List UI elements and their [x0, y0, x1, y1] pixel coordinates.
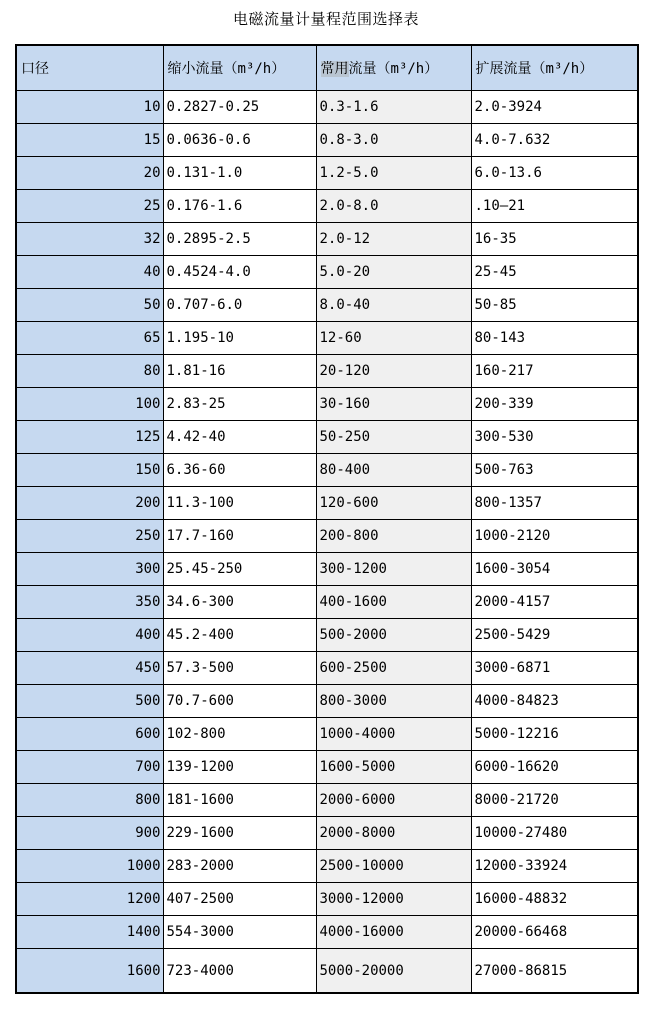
- common_flow-cell: 2.0-8.0: [316, 190, 471, 223]
- extended_flow-cell: 800-1357: [471, 487, 638, 520]
- reduced_flow-cell: 0.131-1.0: [163, 157, 316, 190]
- table-row: [16, 718, 638, 751]
- reduced_flow-cell: 2.83-25: [163, 388, 316, 421]
- extended_flow-cell: 8000-21720: [471, 784, 638, 817]
- reduced_flow-cell: 0.2895-2.5: [163, 223, 316, 256]
- header-highlight: 常用: [320, 61, 349, 77]
- diameter-cell: 1400: [16, 916, 163, 949]
- diameter-cell: 500: [16, 685, 163, 718]
- extended_flow-cell: 4.0-7.632: [471, 124, 638, 157]
- reduced_flow-cell: 407-2500: [163, 883, 316, 916]
- extended_flow-cell: 4000-84823: [471, 685, 638, 718]
- diameter-cell: 1200: [16, 883, 163, 916]
- reduced_flow-cell: 70.7-600: [163, 685, 316, 718]
- table-row: [16, 685, 638, 718]
- extended_flow-cell: 200-339: [471, 388, 638, 421]
- common_flow-cell: 3000-12000: [316, 883, 471, 916]
- diameter-cell: 40: [16, 256, 163, 289]
- common_flow-cell: 2500-10000: [316, 850, 471, 883]
- table-row: [16, 949, 638, 994]
- common_flow-cell: 200-800: [316, 520, 471, 553]
- reduced_flow-cell: 0.4524-4.0: [163, 256, 316, 289]
- diameter-cell: 900: [16, 817, 163, 850]
- table-row: [16, 256, 638, 289]
- common_flow-cell: 800-3000: [316, 685, 471, 718]
- table-row: [16, 487, 638, 520]
- table-row: [16, 751, 638, 784]
- extended_flow-cell: 160-217: [471, 355, 638, 388]
- table-row: [16, 322, 638, 355]
- diameter-cell: 10: [16, 91, 163, 124]
- reduced_flow-cell: 723-4000: [163, 949, 316, 994]
- diameter-cell: 100: [16, 388, 163, 421]
- table-header-row: [16, 45, 638, 91]
- common_flow-cell: 20-120: [316, 355, 471, 388]
- table-row: [16, 520, 638, 553]
- extended_flow-cell: 1000-2120: [471, 520, 638, 553]
- reduced_flow-cell: 229-1600: [163, 817, 316, 850]
- common_flow-cell: 30-160: [316, 388, 471, 421]
- reduced_flow-cell: 181-1600: [163, 784, 316, 817]
- diameter-cell: 1600: [16, 949, 163, 994]
- diameter-cell: 32: [16, 223, 163, 256]
- diameter-cell: 150: [16, 454, 163, 487]
- flowmeter-range-table: [15, 44, 639, 994]
- diameter-cell: 250: [16, 520, 163, 553]
- diameter-cell: 25: [16, 190, 163, 223]
- common_flow-cell: 4000-16000: [316, 916, 471, 949]
- extended_flow-cell: 16000-48832: [471, 883, 638, 916]
- reduced_flow-cell: 0.2827-0.25: [163, 91, 316, 124]
- common_flow-cell: 80-400: [316, 454, 471, 487]
- reduced_flow-cell: 57.3-500: [163, 652, 316, 685]
- extended_flow-cell: .10—21: [471, 190, 638, 223]
- extended_flow-cell: 2000-4157: [471, 586, 638, 619]
- extended_flow-cell: 12000-33924: [471, 850, 638, 883]
- reduced_flow-cell: 0.176-1.6: [163, 190, 316, 223]
- table-row: [16, 157, 638, 190]
- common_flow-cell: 120-600: [316, 487, 471, 520]
- reduced_flow-cell: 554-3000: [163, 916, 316, 949]
- common_flow-cell: 2000-8000: [316, 817, 471, 850]
- column-header-extended_flow: 扩展流量（m³/h）: [471, 45, 638, 91]
- table-row: [16, 388, 638, 421]
- extended_flow-cell: 2.0-3924: [471, 91, 638, 124]
- common_flow-cell: 8.0-40: [316, 289, 471, 322]
- table-row: [16, 124, 638, 157]
- extended_flow-cell: 3000-6871: [471, 652, 638, 685]
- common_flow-cell: 1600-5000: [316, 751, 471, 784]
- extended_flow-cell: 10000-27480: [471, 817, 638, 850]
- column-header-common_flow: 常用流量（m³/h）: [316, 45, 471, 91]
- reduced_flow-cell: 0.707-6.0: [163, 289, 316, 322]
- table-row: [16, 454, 638, 487]
- extended_flow-cell: 27000-86815: [471, 949, 638, 994]
- diameter-cell: 400: [16, 619, 163, 652]
- common_flow-cell: 1.2-5.0: [316, 157, 471, 190]
- common_flow-cell: 0.3-1.6: [316, 91, 471, 124]
- table-row: [16, 619, 638, 652]
- page-title: 电磁流量计量程范围选择表: [232, 10, 419, 28]
- reduced_flow-cell: 45.2-400: [163, 619, 316, 652]
- table-row: [16, 850, 638, 883]
- table-row: [16, 91, 638, 124]
- common_flow-cell: 5.0-20: [316, 256, 471, 289]
- extended_flow-cell: 300-530: [471, 421, 638, 454]
- extended_flow-cell: 500-763: [471, 454, 638, 487]
- common_flow-cell: 500-2000: [316, 619, 471, 652]
- diameter-cell: 50: [16, 289, 163, 322]
- diameter-cell: 450: [16, 652, 163, 685]
- reduced_flow-cell: 17.7-160: [163, 520, 316, 553]
- extended_flow-cell: 6.0-13.6: [471, 157, 638, 190]
- table-row: [16, 553, 638, 586]
- table-row: [16, 883, 638, 916]
- reduced_flow-cell: 11.3-100: [163, 487, 316, 520]
- reduced_flow-cell: 4.42-40: [163, 421, 316, 454]
- common_flow-cell: 600-2500: [316, 652, 471, 685]
- column-header-reduced_flow: 缩小流量（m³/h）: [163, 45, 316, 91]
- reduced_flow-cell: 1.81-16: [163, 355, 316, 388]
- reduced_flow-cell: 283-2000: [163, 850, 316, 883]
- diameter-cell: 80: [16, 355, 163, 388]
- common_flow-cell: 2000-6000: [316, 784, 471, 817]
- extended_flow-cell: 16-35: [471, 223, 638, 256]
- extended_flow-cell: 50-85: [471, 289, 638, 322]
- common_flow-cell: 400-1600: [316, 586, 471, 619]
- common_flow-cell: 2.0-12: [316, 223, 471, 256]
- common_flow-cell: 12-60: [316, 322, 471, 355]
- common_flow-cell: 50-250: [316, 421, 471, 454]
- common_flow-cell: 0.8-3.0: [316, 124, 471, 157]
- reduced_flow-cell: 6.36-60: [163, 454, 316, 487]
- table-row: [16, 355, 638, 388]
- reduced_flow-cell: 1.195-10: [163, 322, 316, 355]
- reduced_flow-cell: 102-800: [163, 718, 316, 751]
- diameter-cell: 125: [16, 421, 163, 454]
- extended_flow-cell: 6000-16620: [471, 751, 638, 784]
- diameter-cell: 300: [16, 553, 163, 586]
- reduced_flow-cell: 0.0636-0.6: [163, 124, 316, 157]
- column-header-diameter: 口径: [16, 45, 163, 91]
- extended_flow-cell: 20000-66468: [471, 916, 638, 949]
- extended_flow-cell: 2500-5429: [471, 619, 638, 652]
- extended_flow-cell: 5000-12216: [471, 718, 638, 751]
- extended_flow-cell: 80-143: [471, 322, 638, 355]
- diameter-cell: 200: [16, 487, 163, 520]
- table-row: [16, 652, 638, 685]
- reduced_flow-cell: 25.45-250: [163, 553, 316, 586]
- table-row: [16, 190, 638, 223]
- table-body: [16, 91, 638, 994]
- reduced_flow-cell: 139-1200: [163, 751, 316, 784]
- table-row: [16, 421, 638, 454]
- common_flow-cell: 300-1200: [316, 553, 471, 586]
- extended_flow-cell: 1600-3054: [471, 553, 638, 586]
- diameter-cell: 1000: [16, 850, 163, 883]
- diameter-cell: 65: [16, 322, 163, 355]
- table-header: [16, 45, 638, 91]
- table-row: [16, 586, 638, 619]
- common_flow-cell: 1000-4000: [316, 718, 471, 751]
- table-row: [16, 916, 638, 949]
- table-row: [16, 784, 638, 817]
- extended_flow-cell: 25-45: [471, 256, 638, 289]
- diameter-cell: 800: [16, 784, 163, 817]
- diameter-cell: 700: [16, 751, 163, 784]
- table-row: [16, 289, 638, 322]
- diameter-cell: 20: [16, 157, 163, 190]
- reduced_flow-cell: 34.6-300: [163, 586, 316, 619]
- diameter-cell: 15: [16, 124, 163, 157]
- table-row: [16, 223, 638, 256]
- table-row: [16, 817, 638, 850]
- common_flow-cell: 5000-20000: [316, 949, 471, 994]
- diameter-cell: 350: [16, 586, 163, 619]
- diameter-cell: 600: [16, 718, 163, 751]
